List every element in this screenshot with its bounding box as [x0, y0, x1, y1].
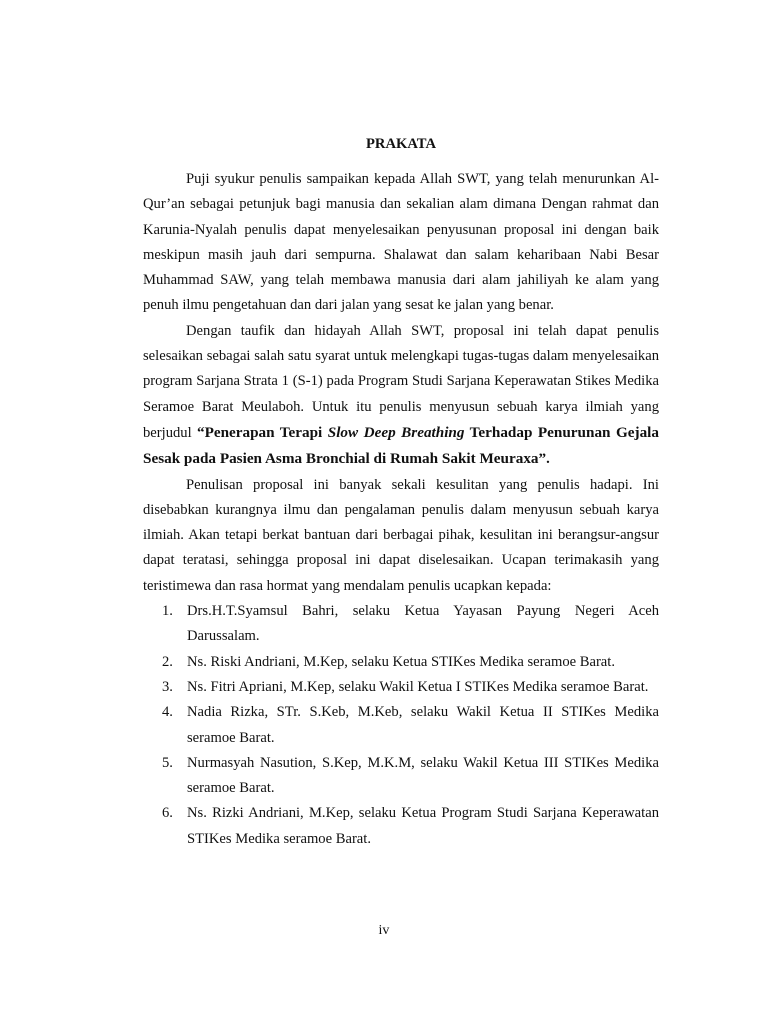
list-item: [143, 675, 659, 700]
acknowledgement-list: [143, 599, 659, 852]
research-title-italic: Slow Deep Breathing: [327, 423, 465, 441]
list-item-text: Nadia Rizka, STr. S.Keb, M.Keb, selaku Wakil Ketua II STIKes Medika seramoe Barat.: [187, 704, 659, 746]
list-item: [143, 700, 659, 751]
list-item: [143, 801, 659, 852]
list-item-text: Ns. Riski Andriani, M.Kep, selaku Ketua STIKes Medika seramoe Barat.: [187, 653, 615, 670]
list-item-number: 4.: [162, 704, 173, 721]
paragraph-3: Penulisan proposal ini banyak sekali kesulitan yang penulis hadapi. Ini disebabkan kurangnya ilmu dan pengalaman penulis dalam menyusun sebuah karya ilmiah. Akan tetapi berkat bantuan dari berbagai pihak, kesulitan ini berangsur-angsur dapat teratasi, sehingga proposal ini dapat diselesaikan. Ucapan terimakasih yang teristimewa dan rasa hormat yang mendalam penulis ucapkan kepada:: [143, 476, 659, 594]
list-item-text: Nurmasyah Nasution, S.Kep, M.K.M, selaku Wakil Ketua III STIKes Medika seramoe Barat.: [187, 754, 659, 797]
research-title-end: .: [546, 451, 550, 468]
list-item-number: 5.: [162, 754, 173, 771]
list-item: [143, 650, 659, 675]
list-item-text: Drs.H.T.Syamsul Bahri, selaku Ketua Yayasan Payung Negeri Aceh Darussalam.: [187, 603, 659, 645]
page-title: PRAKATA: [366, 136, 436, 152]
paragraph-2-lead: Dengan taufik dan hidayah Allah SWT, proposal ini telah dapat penulis selesaikan sebagai salah satu syarat untuk melengkapi tugas-tugas dalam menyelesaikan program Sarjana Strata 1 (S-1) pada Program Studi Sarjana Keperawatan Stikes Medika Seramoe Barat Meulaboh. Untuk itu penulis menyusun sebuah karya ilmiah yang berjudul: [143, 322, 659, 441]
list-item-number: 1.: [162, 603, 173, 620]
paragraph-2: [143, 319, 659, 473]
document-body: [143, 132, 659, 852]
list-item-text: Ns. Rizki Andriani, M.Kep, selaku Ketua Program Studi Sarjana Keperawatan STIKes Medika seramoe Barat.: [187, 805, 659, 847]
paragraph-1: Puji syukur penulis sampaikan kepada Allah SWT, yang telah menurunkan Al-Qur’an sebagai petunjuk bagi manusia dan sekalian alam dimana Dengan rahmat dan Karunia-Nyalah penulis dapat menyelesaikan penyusunan proposal ini dengan baik meskipun masih jauh dari sempurna. Shalawat dan salam keharibaan Nabi Besar Muhammad SAW, yang telah membawa manusia dari alam jahiliyah ke alam yang penuh ilmu pengetahuan dan dari jalan yang sesat ke jalan yang benar.: [143, 171, 659, 314]
research-title-part-1: “Penerapan Terapi: [196, 423, 328, 441]
list-item-number: 3.: [162, 678, 173, 695]
list-item: [143, 599, 659, 650]
list-item-number: 2.: [162, 653, 173, 670]
list-item-number: 6.: [162, 805, 173, 822]
page-number: iv: [378, 923, 390, 938]
research-title-part-2: Terhadap Penurunan Gejala Sesak pada Pasien Asma Bronchial di Rumah Sakit Meuraxa”: [143, 423, 659, 468]
research-title: [143, 424, 659, 467]
list-item-text: Ns. Fitri Apriani, M.Kep, selaku Wakil Ketua I STIKes Medika seramoe Barat.: [187, 678, 649, 695]
list-item: [143, 751, 659, 802]
